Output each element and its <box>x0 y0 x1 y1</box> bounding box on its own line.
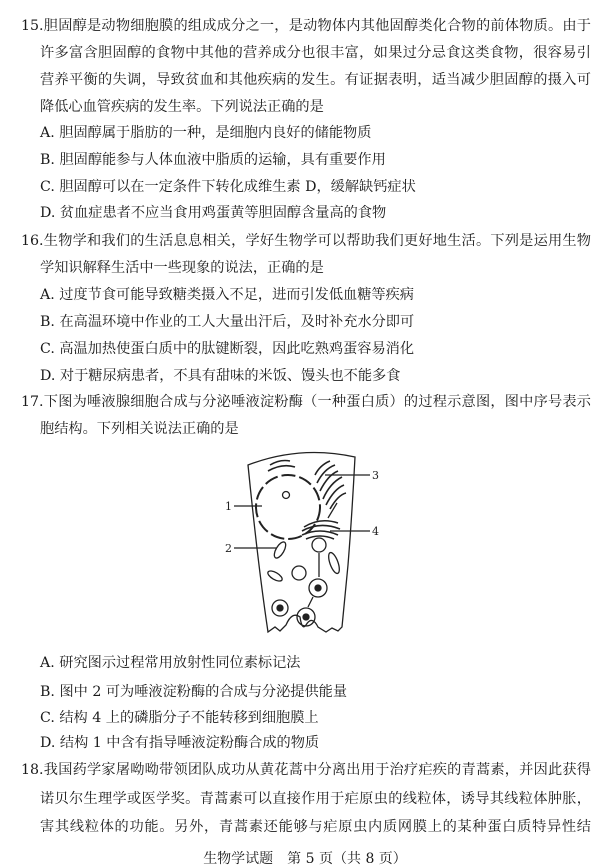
salivary-cell-diagram <box>220 445 400 645</box>
q17-option-a: A. 研究图示过程常用放射性同位素标记法 <box>40 655 301 671</box>
q15-option-d: D. 贫血症患者不应当食用鸡蛋黄等胆固醇含量高的食物 <box>40 205 387 221</box>
q18-text: 我国药学家屠呦呦带领团队成功从黄花蒿中分离出用于治疗疟疾的青蒿素，并因此获得 <box>43 762 591 778</box>
figure-label-2: 2 <box>225 542 232 555</box>
mitochondrion <box>266 569 283 583</box>
figure-label-3: 3 <box>372 469 379 482</box>
q18-stem-line <box>21 761 591 779</box>
q15-text: 胆固醇是动物细胞膜的组成成分之一，是动物体内其他固醇类化合物的前体物质。由于 <box>43 18 591 34</box>
question-number: 16. <box>21 233 44 249</box>
q18-stem-line: 诺贝尔生理学或医学奖。青蒿素可以直接作用于疟原虫的线粒体，诱导其线粒体肿胀， <box>40 791 591 807</box>
q17-stem-line <box>21 393 591 411</box>
q15-option-c: C. 胆固醇可以在一定条件下转化成维生素 D，缓解缺钙症状 <box>40 179 416 195</box>
q17-option-c: C. 结构 4 上的磷脂分子不能转移到细胞膜上 <box>40 710 319 726</box>
q16-stem-line <box>21 232 591 250</box>
q16-option-d: D. 对于糖尿病患者，不具有甜味的米饭、馒头也不能多食 <box>40 368 401 384</box>
q16-option-c: C. 高温加热使蛋白质中的肽键断裂，因此吃熟鸡蛋容易消化 <box>40 341 415 357</box>
q17-text: 下图为唾液腺细胞合成与分泌唾液淀粉酶（一种蛋白质）的过程示意图，图中序号表示 <box>43 394 591 410</box>
question-number: 17. <box>21 394 44 410</box>
q17-option-b: B. 图中 2 可为唾液淀粉酶的合成与分泌提供能量 <box>40 684 348 700</box>
q15-stem-line: 许多富含胆固醇的食物中其他的营养成分也很丰富，如果过分忌食这类食物，很容易引 <box>40 45 591 61</box>
golgi-apparatus <box>302 521 340 539</box>
mitochondrion <box>272 540 288 560</box>
question-number: 18. <box>21 762 44 778</box>
transport-arrow <box>308 503 337 607</box>
mitochondrion <box>326 551 341 574</box>
q17-option-d: D. 结构 1 中含有指导唾液淀粉酶合成的物质 <box>40 735 320 751</box>
vesicle <box>292 566 306 580</box>
q15-stem-line <box>21 17 591 35</box>
vesicle <box>312 538 326 552</box>
q17-stem-line: 胞结构。下列相关说法正确的是 <box>40 421 239 437</box>
q16-text: 生物学和我们的生活息息相关，学好生物学可以帮助我们更好地生活。下列是运用生物 <box>43 233 591 249</box>
q18-stem-line: 害其线粒体的功能。另外，青蒿素还能够与疟原虫内质网膜上的某种蛋白质特异性结 <box>40 819 591 835</box>
nucleolus <box>283 492 290 499</box>
q16-stem-line: 学知识解释生活中一些现象的说法，正确的是 <box>40 260 324 276</box>
figure-label-1: 1 <box>225 500 232 513</box>
endoplasmic-reticulum <box>268 461 346 510</box>
q16-option-b: B. 在高温环境中作业的工人大量出汗后，及时补充水分即可 <box>40 314 415 330</box>
nucleus <box>256 475 320 539</box>
page-footer: 生物学试题 第 5 页（共 8 页） <box>203 851 407 867</box>
q15-stem-line: 降低心血管疾病的发生率。下列说法正确的是 <box>40 99 324 115</box>
question-number: 15. <box>21 18 44 34</box>
q16-option-a: A. 过度节食可能导致糖类摄入不足，进而引发低血糖等疾病 <box>40 287 414 303</box>
figure-label-4: 4 <box>372 525 379 538</box>
q15-stem-line: 营养平衡的失调，导致贫血和其他疾病的发生。有证据表明，适当减少胆固醇的摄入可 <box>40 72 591 88</box>
q15-option-b: B. 胆固醇能参与人体血液中脂质的运输，具有重要作用 <box>40 152 386 168</box>
q15-option-a: A. 胆固醇属于脂肪的一种，是细胞内良好的储能物质 <box>40 125 372 141</box>
